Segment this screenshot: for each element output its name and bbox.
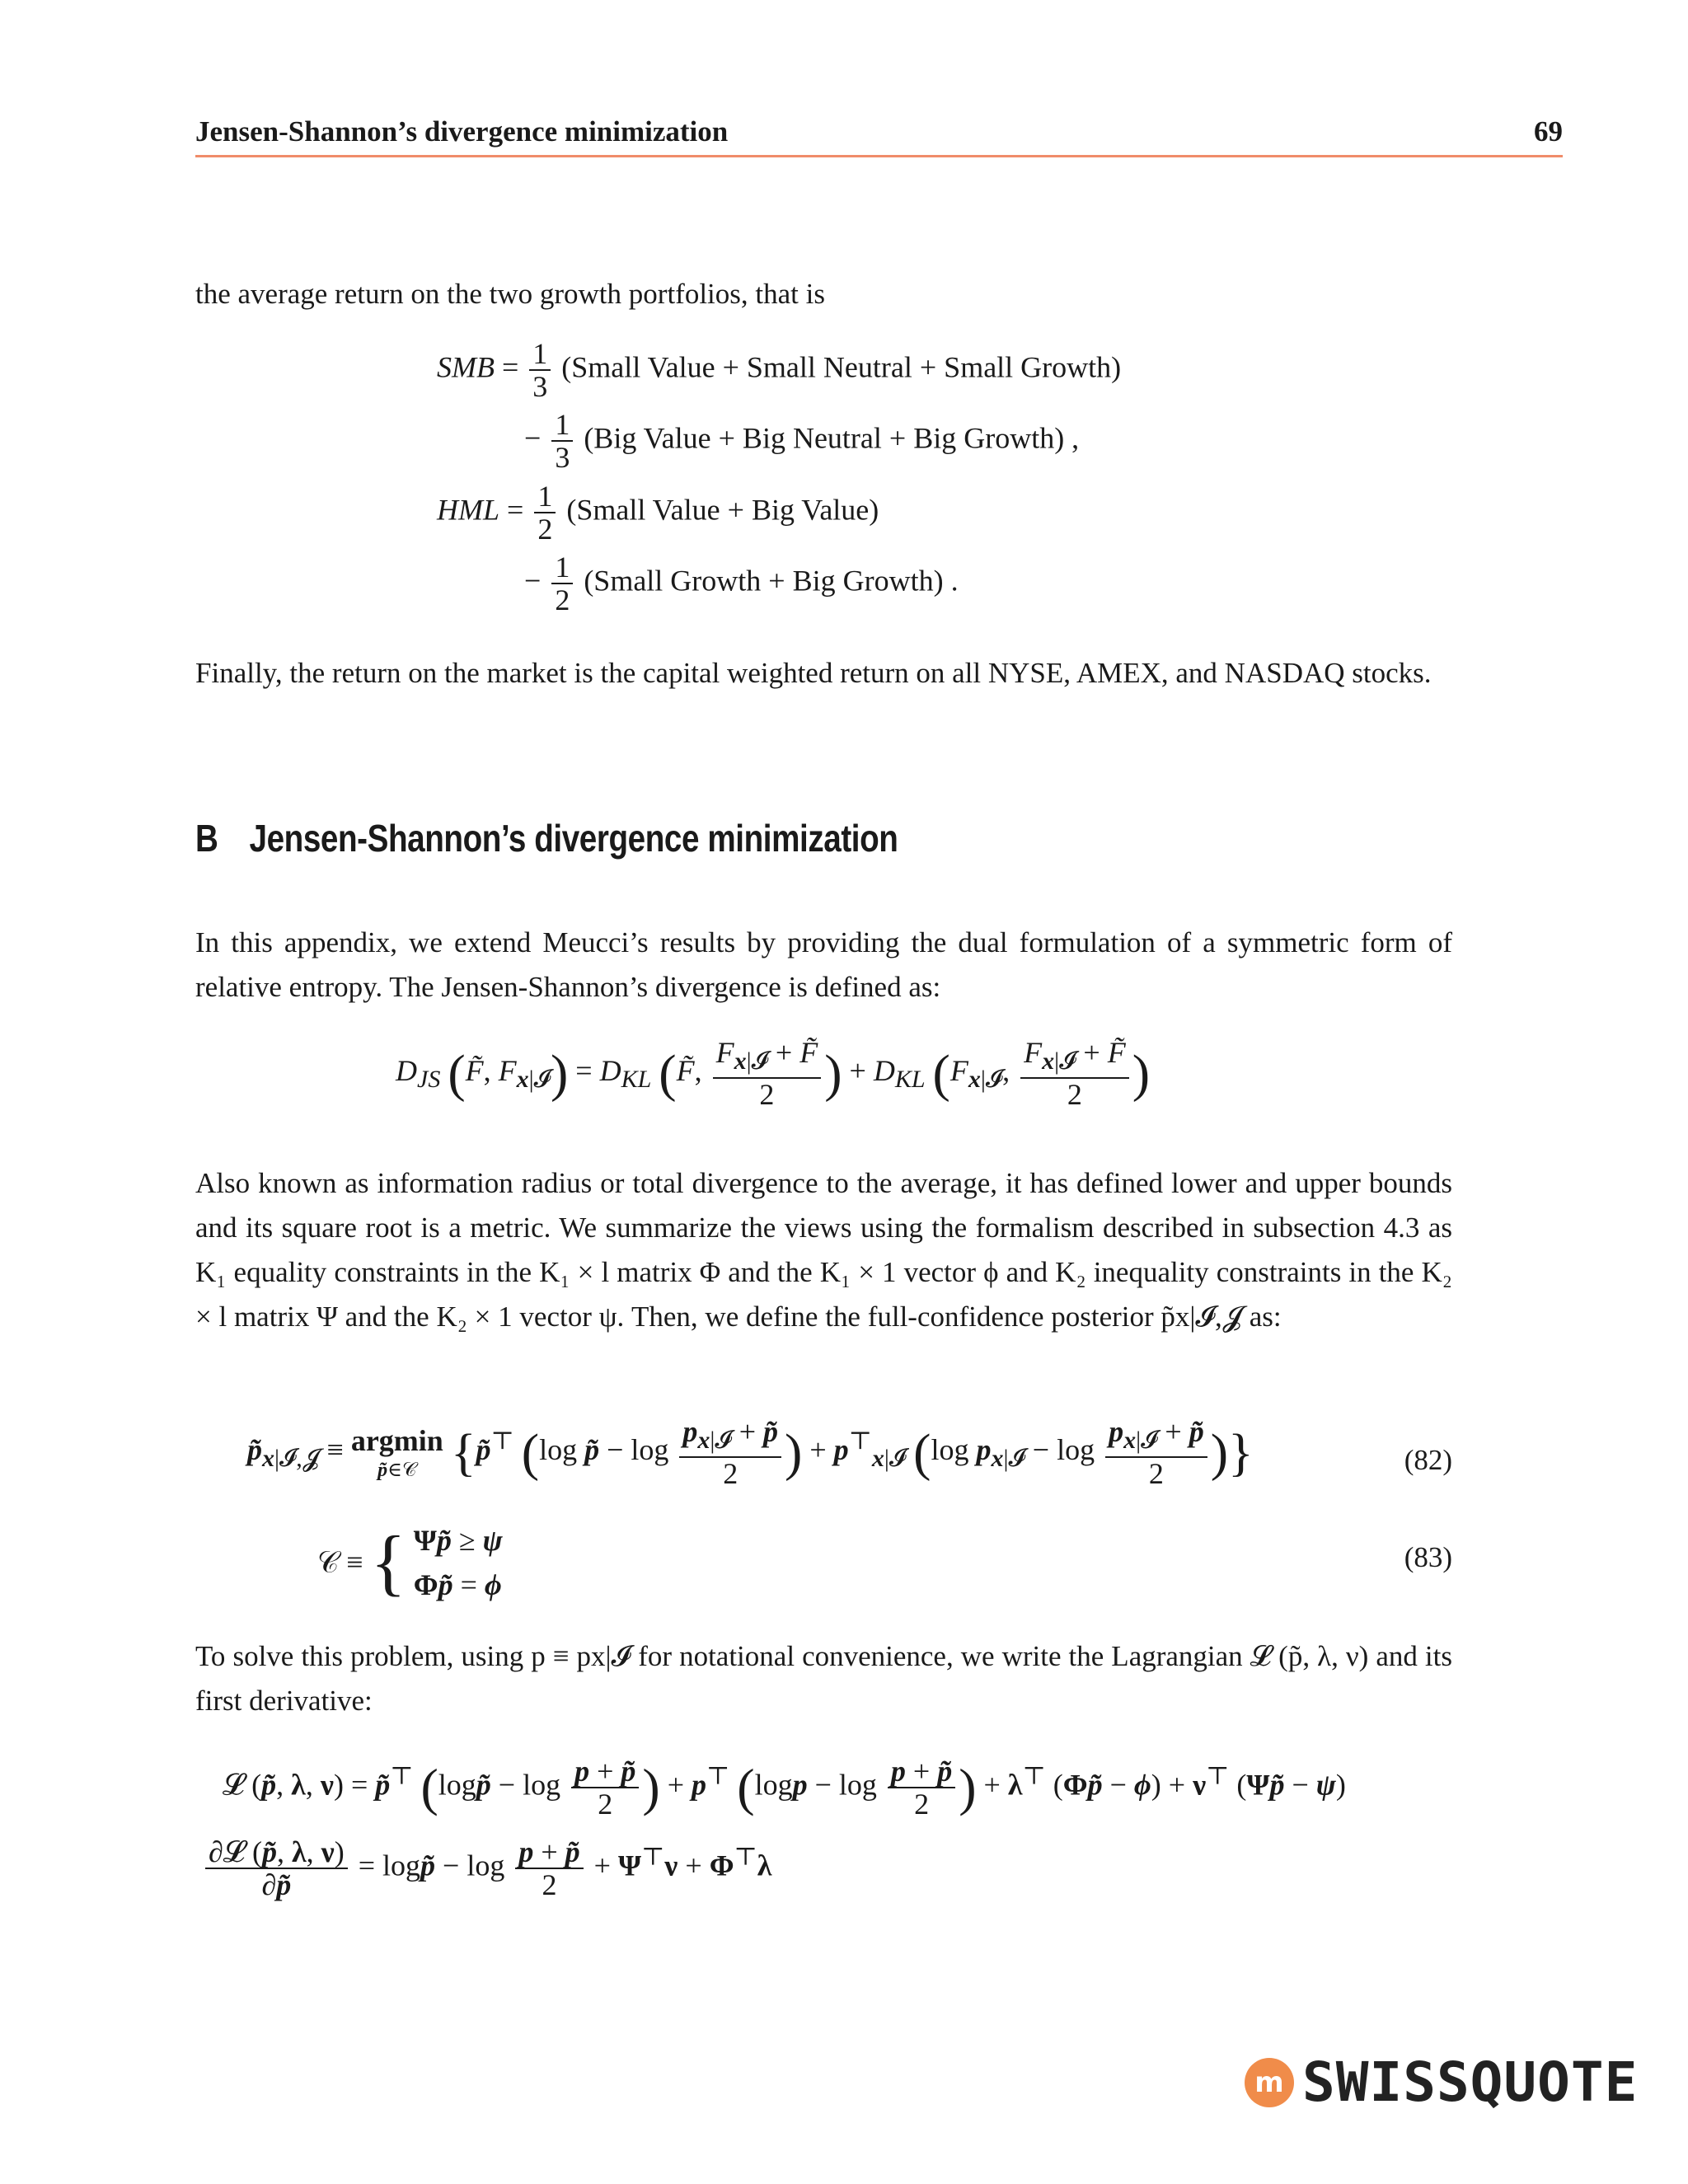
equation-smb-line2: − $\frac{1}{3}$ (Big Value + Big Neutral + Big Growth) , [524, 408, 1080, 474]
equation-lhs-hml: HML [437, 493, 500, 527]
equation-term: (Small Value + Small Neutral + Small Growth) [561, 350, 1122, 384]
equation-term: (Small Growth + Big Growth) . [584, 564, 959, 598]
equation-number-82: (82) [1404, 1444, 1452, 1476]
equation-hml-line1: HML = $\frac{1}{2}$ (Small Value + Big Value) [437, 480, 879, 546]
equation-lhs-smb: SMB [437, 350, 495, 384]
equation-lagrangian-derivative: $\frac{\text{∂𝓛 (p̃, λ, ν)}}{\partial p̃}$ = logp̃ − log $\frac{p + p̃}{2}$ + Ψ⊤ν + Φ⊤λ [202, 1836, 771, 1900]
equation-83: 𝒞 ≡ { Ψp̃ ≥ ψ Φp̃ = ϕ [317, 1521, 503, 1604]
paragraph-market: Finally, the return on the market is the capital weighted return on all NYSE, AMEX, and NASDAQ stocks. [195, 657, 1432, 689]
swissquote-logo [1245, 2050, 1638, 2114]
swissquote-logo-icon: m [1245, 2058, 1294, 2107]
section-heading [195, 816, 898, 860]
equation-hml-line2: − $\frac{1}{2}$ (Small Growth + Big Growth) . [524, 551, 959, 616]
equation-lagrangian: 𝓛 (p̃, λ, ν) = p̃⊤ (logp̃ − log $\frac{p + p̃}{2}$ ) + p⊤ (logp − log $\frac{p + p̃}{2}$ ) + λ⊤ (Φp̃ − ϕ) + ν⊤ (Ψp̃ − ψ) [223, 1755, 1346, 1821]
equation-smb-line1: SMB = $\frac{1}{3}$ (Small Value + Small Neutral + Small Growth) [437, 337, 1122, 403]
equation-js-divergence: $D_{JS}$ (F̃, $F_{x|𝓘}) = D_{KL}$ (F̃, $\frac{F_{x|𝓘} + F̃}{2}$ ) + $D_{KL}$ ($F_{x|𝓘}$, $\frac{F_{x|𝓘} + F̃}{2}$ ) [396, 1036, 1151, 1112]
paragraph-intro: the average return on the two growth portfolios, that is [195, 278, 825, 310]
equation-82: $p̃_{x|𝓘,𝓙}$ ≡ argmin p̃∈𝒞 {p̃⊤ (log p̃ − log $\frac{p_{x|𝓘} + p̃}{2}$ ) + $p^⊤_{x|𝓘}$ (log $p_{x|𝓘} - \log$ $\frac{p_{x|𝓘} + p̃}{2}$ )} [247, 1415, 1254, 1491]
swissquote-logo-text: SWISSQUOTE [1302, 2050, 1639, 2114]
section-title: Jensen-Shannon’s divergence minimization [249, 817, 898, 860]
paragraph-lagrangian: To solve this problem, using p ≡ px|𝓘 for notational convenience, we write the Lagrangian 𝓛 (p̃, λ, ν) and its first derivative: [195, 1640, 1452, 1717]
running-header-title: Jensen-Shannon’s divergence minimization [195, 115, 729, 148]
paragraph-appendix-intro: In this appendix, we extend Meucci’s results by providing the dual formulation of a symmetric form of relative entropy. The Jensen-Shannon’s divergence is defined as: [195, 926, 1452, 1003]
equation-number-83: (83) [1404, 1541, 1452, 1573]
section-number: B [195, 817, 218, 860]
equation-term: (Big Value + Big Neutral + Big Growth) , [584, 421, 1080, 455]
header-rule [195, 155, 1563, 157]
equation-term: (Small Value + Big Value) [566, 493, 879, 527]
page-number: 69 [1534, 115, 1563, 148]
paragraph-views: Also known as information radius or total divergence to the average, it has defined lower and upper bounds and its square root is a metric. We summarize the views using the formalism described in subsection 4.3 as K₁ equality constraints in the K₁ × l matrix Φ and the K₁ × 1 vector ϕ and K₂ inequality constraints in the K₂ × l matrix Ψ and the K₂ × 1 vector ψ. Then, we define the full-confidence posterior p̃x|𝓘,𝓙 as: [195, 1167, 1452, 1333]
